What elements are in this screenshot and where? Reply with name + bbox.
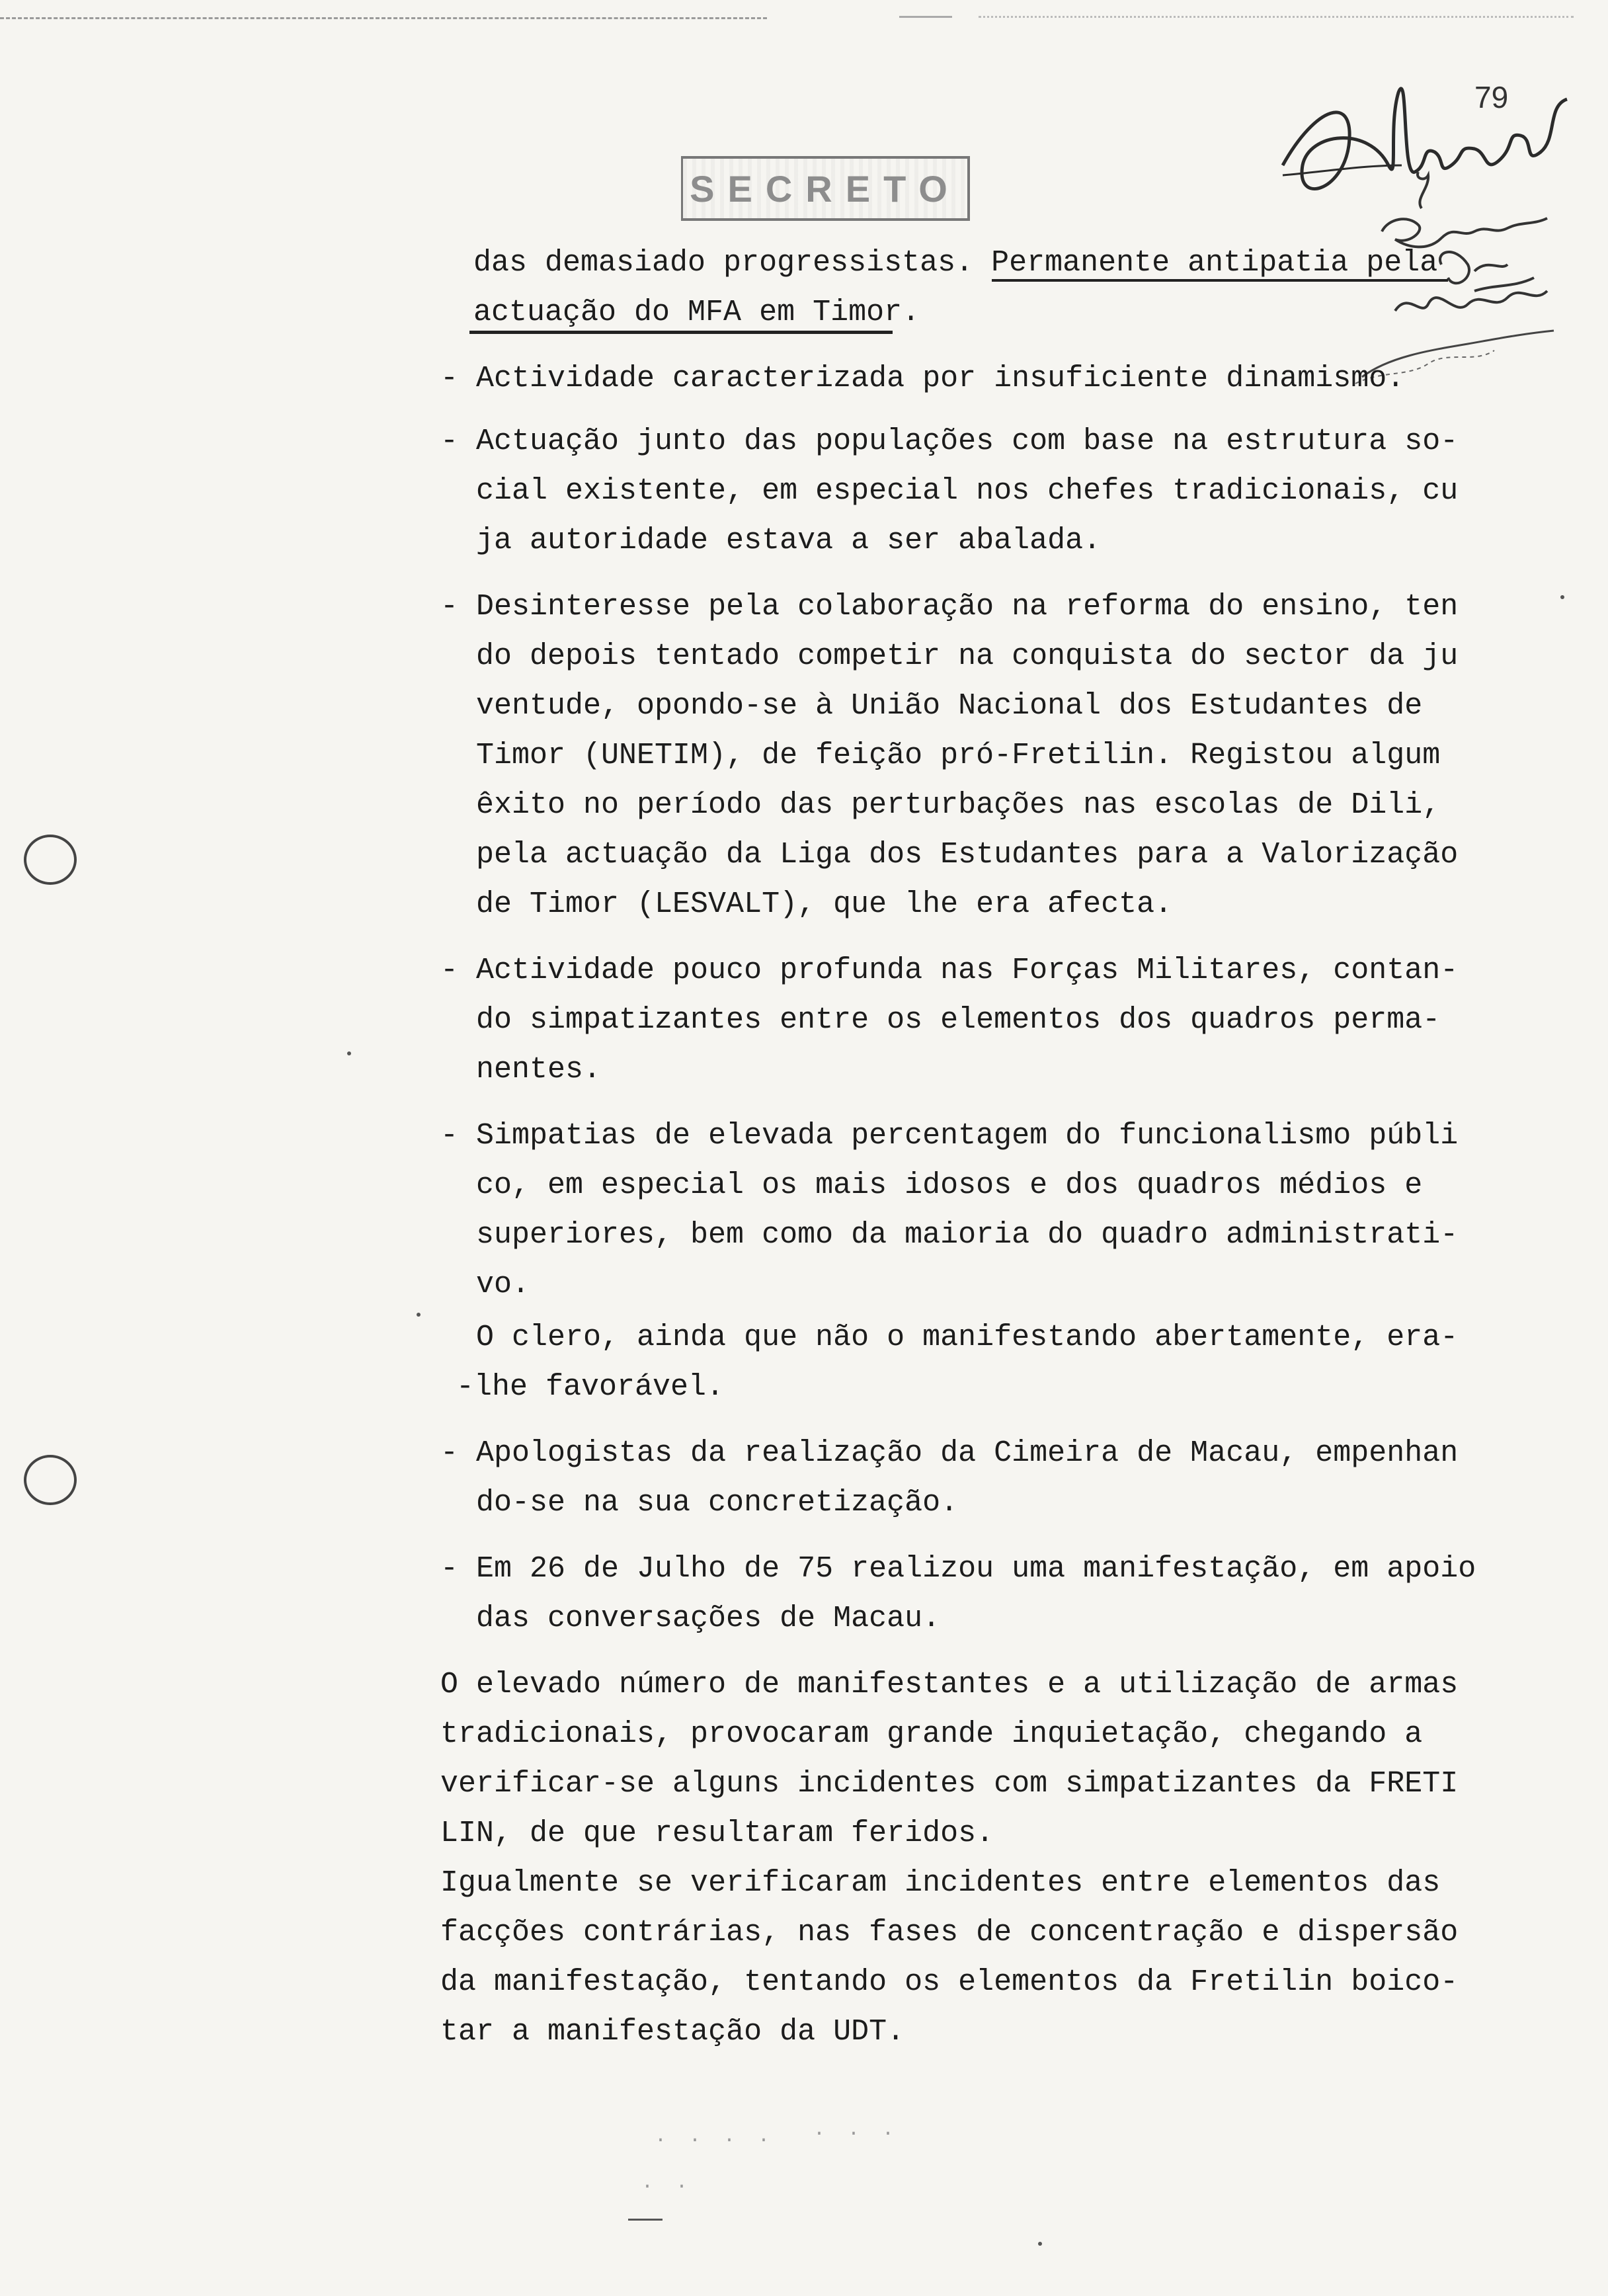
page-number: 79: [1474, 80, 1509, 114]
text-line: actuação do MFA em Timor.: [473, 296, 920, 329]
bullet-item: - Desinteresse pela colaboração na reforma do ensino, ten: [440, 590, 1459, 624]
scan-artifact: [347, 1051, 351, 1055]
paragraph-line: verificar-se alguns incidentes com simpatizantes da FRETI: [440, 1767, 1459, 1801]
scan-artifact: [1560, 595, 1564, 599]
text-line: ja autoridade estava a ser abalada.: [476, 524, 1102, 557]
paragraph-line: da manifestação, tentando os elementos da Fretilin boico-: [440, 1965, 1459, 1999]
text-line: das conversações de Macau.: [476, 1602, 941, 1635]
text-line: O clero, ainda que não o manifestando abertamente, era-: [476, 1321, 1459, 1354]
bullet-item: - Actividade caracterizada por insuficiente dinamismo.: [440, 362, 1405, 395]
punch-hole: [24, 835, 77, 885]
underline: [469, 331, 893, 334]
paragraph-line: tar a manifestação da UDT.: [440, 2015, 905, 2049]
underline: [992, 279, 1448, 282]
text-line: co, em especial os mais idosos e dos quadros médios e: [476, 1168, 1423, 1202]
scan-edge-mark: [899, 16, 952, 18]
text-line: ventude, opondo-se à União Nacional dos Estudantes de: [476, 689, 1423, 723]
scan-edge-dots: [979, 16, 1574, 18]
paragraph-line: O elevado número de manifestantes e a utilização de armas: [440, 1668, 1459, 1702]
text-line: Timor (UNETIM), de feição pró-Fretilin. Registou algum: [476, 739, 1441, 772]
bullet-item: - Simpatias de elevada percentagem do funcionalismo públi: [440, 1119, 1459, 1153]
text-line: nentes.: [476, 1053, 602, 1086]
paragraph-line: LIN, de que resultaram feridos.: [440, 1817, 994, 1850]
scan-artifact: · ·: [641, 2176, 694, 2198]
bullet-item: - Apologistas da realização da Cimeira de Macau, empenhan: [440, 1436, 1459, 1470]
punch-hole: [24, 1455, 77, 1505]
scan-artifact: [1038, 2242, 1042, 2246]
text-line: do simpatizantes entre os elementos dos quadros perma-: [476, 1003, 1441, 1037]
paragraph-line: tradicionais, provocaram grande inquietação, chegando a: [440, 1717, 1423, 1751]
paragraph-line: Igualmente se verificaram incidentes entre elementos das: [440, 1866, 1441, 1900]
scan-artifact: [417, 1313, 421, 1317]
scan-artifact: [628, 2219, 663, 2221]
text-line: vo.: [476, 1268, 530, 1301]
text-line: de Timor (LESVALT), que lhe era afecta.: [476, 887, 1173, 921]
classification-stamp: SECRETO: [681, 156, 970, 221]
text-line: pela actuação da Liga dos Estudantes para a Valorização: [476, 838, 1459, 872]
text-line: cial existente, em especial nos chefes tradicionais, cu: [476, 474, 1459, 508]
paragraph-line: facções contrárias, nas fases de concentração e dispersão: [440, 1916, 1459, 1949]
bullet-item: - Em 26 de Julho de 75 realizou uma manifestação, em apoio: [440, 1552, 1476, 1586]
scan-artifact: · · · ·: [655, 2129, 776, 2152]
text-line: do depois tentado competir na conquista do sector da ju: [476, 639, 1459, 673]
bullet-item: - Actividade pouco profunda nas Forças Militares, contan-: [440, 954, 1459, 987]
scan-artifact: · · ·: [813, 2123, 900, 2145]
text-line: superiores, bem como da maioria do quadro administrati-: [476, 1218, 1459, 1252]
text-line: do-se na sua concretização.: [476, 1486, 959, 1520]
text-line: êxito no período das perturbações nas escolas de Dili,: [476, 788, 1441, 822]
bullet-item: - Actuação junto das populações com base na estrutura so-: [440, 425, 1459, 458]
text-line: das demasiado progressistas. Permanente antipatia pela: [473, 246, 1438, 280]
text-line: -lhe favorável.: [456, 1370, 725, 1404]
scan-edge-line: [0, 17, 767, 19]
